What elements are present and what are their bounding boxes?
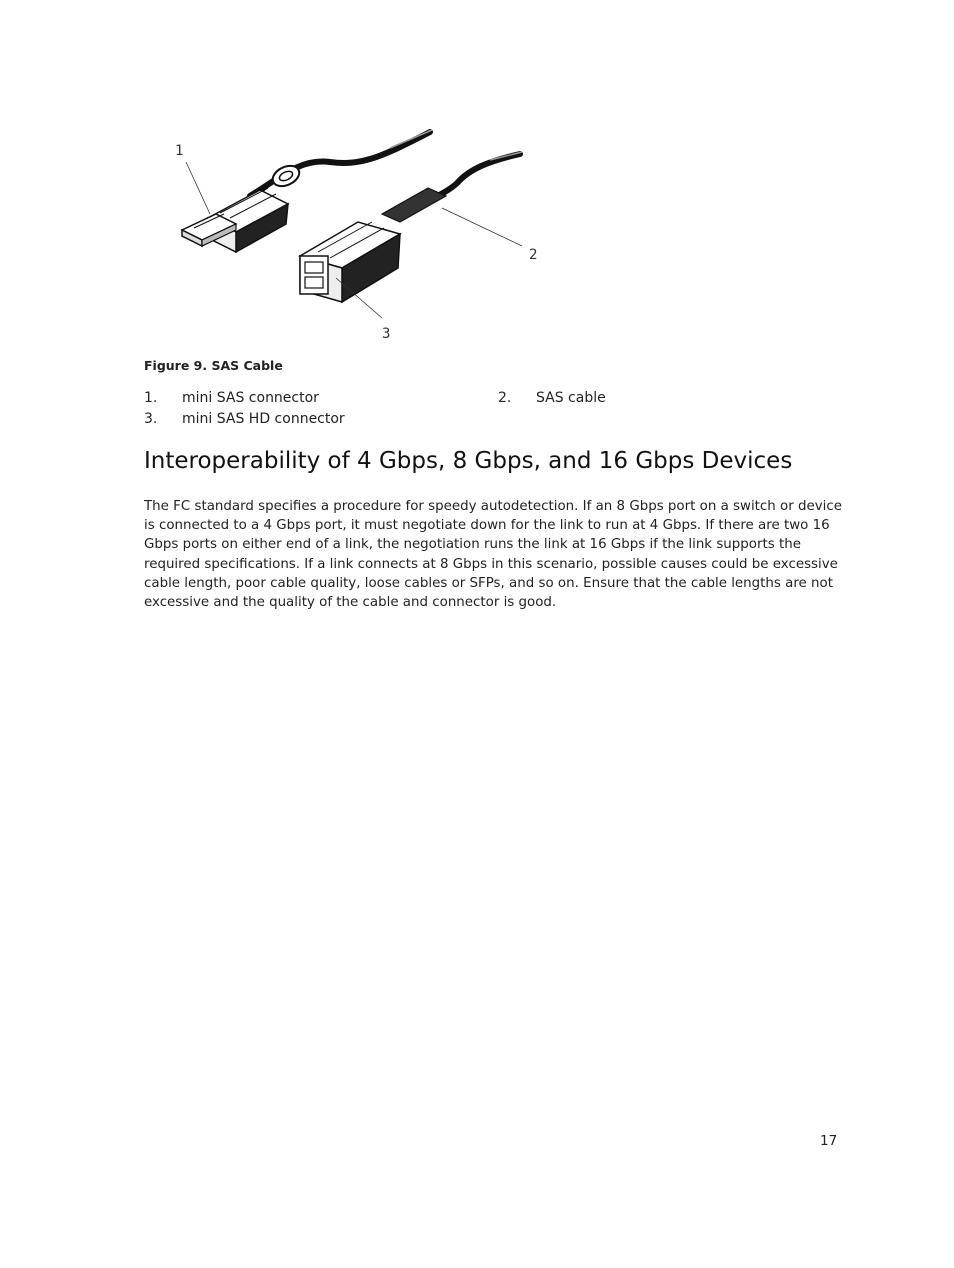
section-heading: Interoperability of 4 Gbps, 8 Gbps, and 16 Gbps Devices bbox=[144, 448, 793, 474]
cable-upper bbox=[250, 132, 430, 196]
section-body: The FC standard specifies a procedure for speedy autodetection. If an 8 Gbps port on a switch or device is connected to a 4 Gbps port, it must negotiate down for the link to run at 4 Gbps. If there are two 16 Gbps ports on either end of a link, the negotiation runs the link at 16 Gbps if the link supports the required specifications. If a link connects at 8 Gbps in this scenario, possible causes could be excessive cable length, poor cable quality, loose cables or SFPs, and so on. Ensure that the cable lengths are not excessive and the quality of the cable and connector is good. bbox=[144, 499, 842, 611]
page-number: 17 bbox=[820, 1133, 838, 1149]
callout-2-leader bbox=[442, 208, 522, 246]
legend-item-label: mini SAS connector bbox=[182, 390, 319, 406]
legend-item-label: SAS cable bbox=[536, 390, 606, 406]
callout-3-number: 3 bbox=[382, 326, 391, 342]
legend-item-number: 1. bbox=[144, 390, 158, 406]
callout-2-number: 2 bbox=[529, 247, 538, 263]
legend-item-number: 3. bbox=[144, 411, 158, 427]
figure-caption: Figure 9. SAS Cable bbox=[144, 358, 283, 373]
callout-1-number: 1 bbox=[175, 143, 184, 159]
sas-cable-illustration bbox=[150, 118, 590, 348]
callout-1-leader bbox=[186, 162, 210, 214]
legend-item-label: mini SAS HD connector bbox=[182, 411, 345, 427]
legend-item-number: 2. bbox=[498, 390, 512, 406]
mini-sas-connector bbox=[182, 188, 288, 252]
cable-upper-highlight bbox=[390, 130, 432, 148]
pull-tab bbox=[382, 188, 446, 222]
sas-cable-figure bbox=[150, 118, 590, 348]
